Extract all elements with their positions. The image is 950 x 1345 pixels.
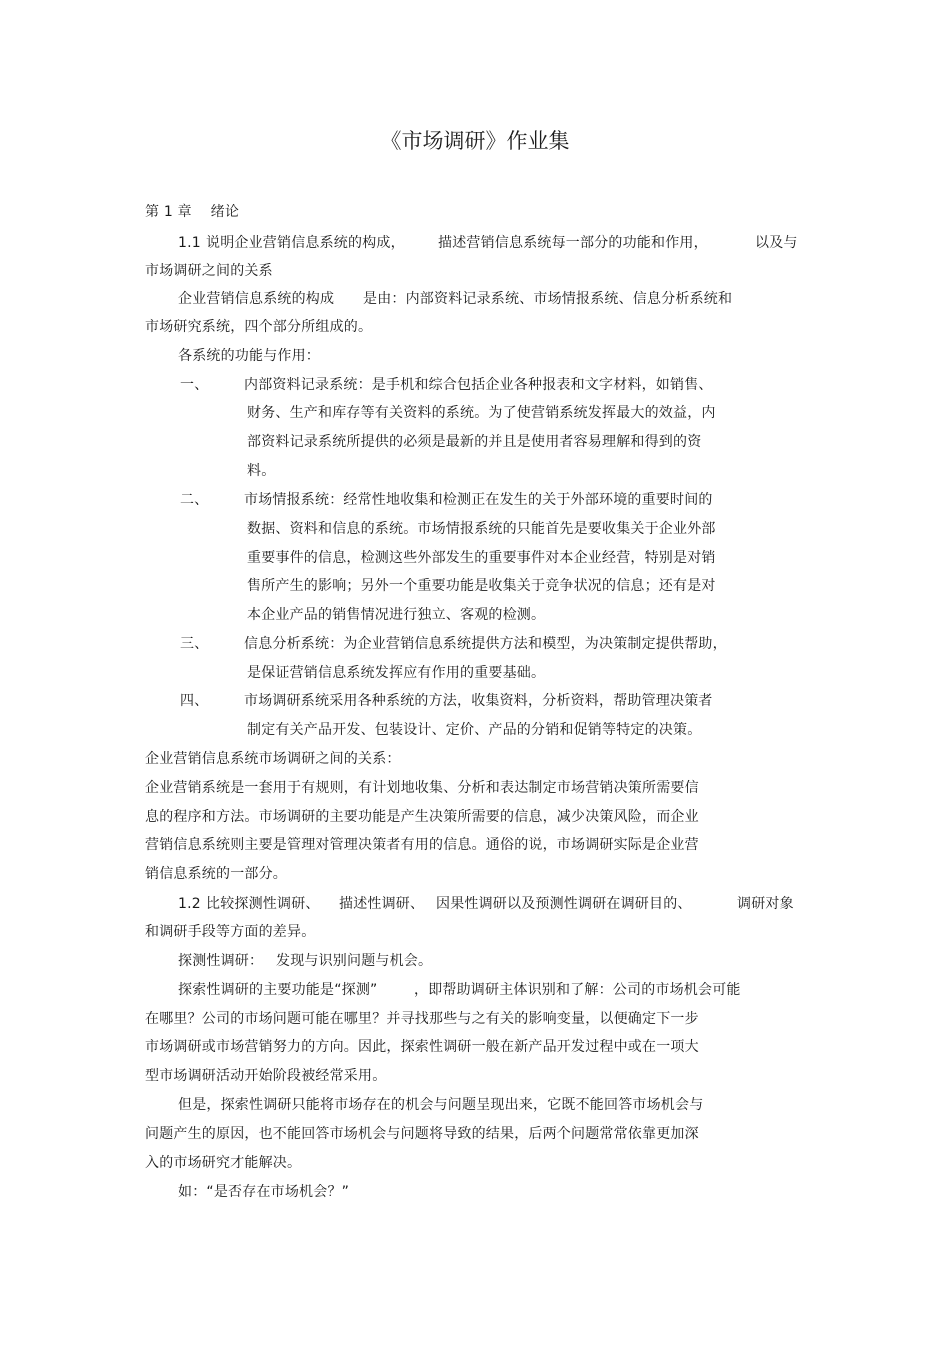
body-text: 问题产生的原因，也不能回答市场机会与问题将导致的结果，后两个问题常常依靠更加深 [145, 1126, 699, 1142]
list-item-text: 信息分析系统：为企业营销信息系统提供方法和模型，为决策制定提供帮助， [244, 636, 727, 652]
list-item-text: 重要事件的信息，检测这些外部发生的重要事件对本企业经营，特别是对销 [247, 550, 716, 566]
list-item-text: 市场调研系统采用各种系统的方法，收集资料，分析资料，帮助管理决策者 [244, 693, 713, 709]
body-text: 探索性调研的主要功能是“探测” [178, 982, 378, 998]
list-item-text: 财务、生产和库存等有关资料的系统。为了使营销系统发挥最大的效益，内 [247, 405, 716, 421]
body-text: 但是，探索性调研只能将市场存在的机会与问题呈现出来，它既不能回答市场机会与 [178, 1097, 704, 1113]
list-item-text: 是保证营销信息系统发挥应有作用的重要基础。 [247, 665, 546, 681]
list-marker: 四、 [180, 693, 209, 709]
list-item-text: 数据、资料和信息的系统。市场情报系统的只能首先是要收集关于企业外部 [247, 521, 716, 537]
list-item-text: 市场情报系统：经常性地收集和检测正在发生的关于外部环境的重要时间的 [244, 492, 713, 508]
list-marker: 三、 [180, 636, 209, 652]
body-text: 企业营销信息系统的构成 [178, 291, 335, 307]
list-item-text: 制定有关产品开发、包装设计、定价、产品的分销和促销等特定的决策。 [247, 722, 702, 738]
body-text: 市场调研或市场营销努力的方向。因此，探索性调研一般在新产品开发过程中或在一项大 [145, 1039, 699, 1055]
body-text: 息的程序和方法。市场调研的主要功能是产生决策所需要的信息，减少决策风险，而企业 [145, 809, 699, 825]
list-marker: 二、 [180, 492, 209, 508]
question-text: 描述营销信息系统每一部分的功能和作用， [438, 235, 708, 251]
body-text: 营销信息系统则主要是管理对管理决策者有用的信息。通俗的说，市场调研实际是企业营 [145, 837, 699, 853]
body-text: ，即帮助调研主体识别和了解：公司的市场机会可能 [414, 982, 741, 998]
body-text: 型市场调研活动开始阶段被经常采用。 [145, 1068, 387, 1084]
body-text: 企业营销系统是一套用于有规则，有计划地收集、分析和表达制定市场营销决策所需要信 [145, 780, 699, 796]
list-item-text: 本企业产品的销售情况进行独立、客观的检测。 [247, 607, 546, 623]
list-item-text: 料。 [247, 463, 276, 479]
body-text: 入的市场研究才能解决。 [145, 1155, 302, 1171]
list-item-text: 售所产生的影响；另外一个重要功能是收集关于竞争状况的信息；还有是对 [247, 578, 716, 594]
question-text: 因果性调研以及预测性调研在调研目的、 [436, 896, 692, 912]
list-marker: 一、 [180, 377, 209, 393]
term-label: 探测性调研： [178, 953, 264, 969]
question-text: 以及与 [755, 235, 798, 251]
list-item-text: 内部资料记录系统：是手机和综合包括企业各种报表和文字材料，如销售、 [244, 377, 713, 393]
question-text: 调研对象 [737, 896, 794, 912]
question-text: 描述性调研、 [339, 896, 425, 912]
body-text: 销信息系统的一部分。 [145, 866, 287, 882]
chapter-heading: 第 1 章 绪论 [145, 204, 240, 220]
section-heading: 企业营销信息系统市场调研之间的关系： [145, 751, 401, 767]
section-heading: 各系统的功能与作用： [178, 348, 320, 364]
question-text: 说明企业营销信息系统的构成， [206, 235, 405, 251]
body-text: 在哪里？公司的市场问题可能在哪里？并寻找那些与之有关的影响变量，以便确定下一步 [145, 1011, 699, 1027]
question-number: 1.2 [178, 896, 201, 912]
question-number: 1.1 [178, 235, 201, 251]
list-item-text: 部资料记录系统所提供的必须是最新的并且是使用者容易理解和得到的资 [247, 434, 702, 450]
body-text: 是由：内部资料记录系统、市场情报系统、信息分析系统和 [363, 291, 733, 307]
document-title: 《市场调研》作业集 [380, 129, 570, 153]
term-definition: 发现与识别问题与机会。 [276, 953, 433, 969]
example-text: 如：“是否存在市场机会？” [178, 1184, 350, 1200]
body-text: 市场研究系统，四个部分所组成的。 [145, 319, 373, 335]
question-text: 比较探测性调研、 [206, 896, 320, 912]
question-text: 和调研手段等方面的差异。 [145, 924, 316, 940]
question-text: 市场调研之间的关系 [145, 263, 273, 279]
